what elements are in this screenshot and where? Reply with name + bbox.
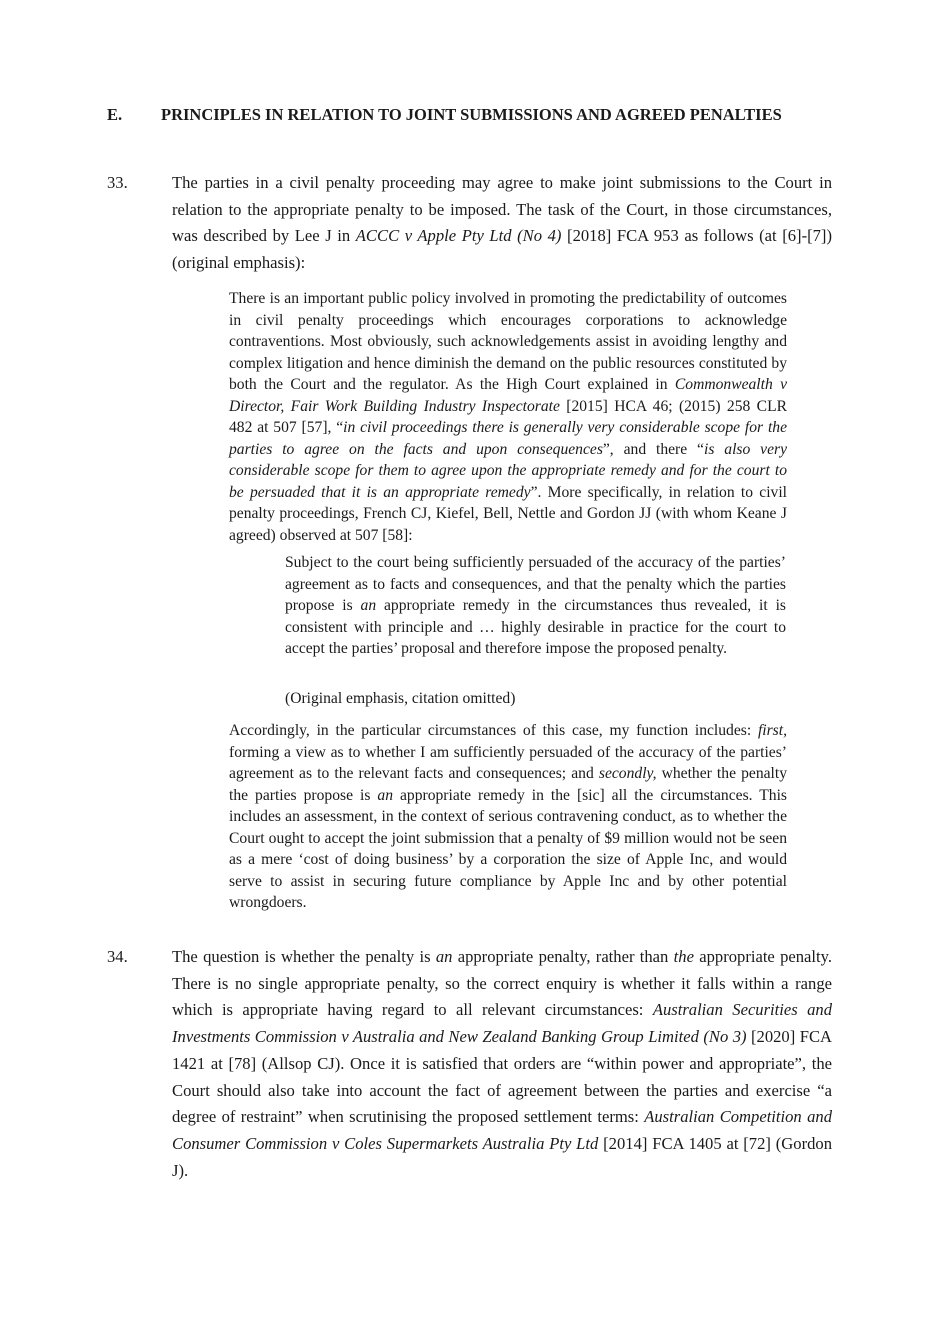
paragraph-text: The parties in a civil penalty proceeding may agree to make joint submissions to the Court in relation to the appropriate penalty to be imposed. The task of the Court, in those circumstances, was described by Lee J in ACCC v Apple Pty Ltd (No 4) [2018] FCA 953 as follows (at [6]-[7]) (original emphasis): (172, 173, 832, 273)
emphasis: an (360, 597, 377, 614)
citation-note: (Original emphasis, citation omitted) (285, 690, 516, 707)
block-quote-1: There is an important public policy involved in promoting the predictability of outcomes in civil penalty proceedings which encourages corporations to acknowledge contraventions. Most obviously, such acknowledgements assist in avoiding lengthy and complex litigation and hence diminish the demand on the public resources constituted by both the Court and the regulator. As the High Court explained in Commonwealth v Director, Fair Work Building Industry Inspectorate [2015] HCA 46; (2015) 258 CLR 482 at 507 [57], “in civil proceedings there is generally very considerable scope for the parties to agree on the facts and upon consequences”, and there “is also very considerable scope for them to agree upon the appropriate remedy and for the court to be persuaded that it is an appropriate remedy”. More specifically, in relation to civil penalty proceedings, French CJ, Kiefel, Bell, Nettle and Gordon JJ (with whom Keane J agreed) observed at 507 [58]: (229, 290, 788, 544)
paragraph-number: 33. (107, 173, 128, 192)
quoted-text: is also very considerable scope for them to agree upon the appropriate remedy and for the court to be persuaded that it is an appropriate remedy (229, 440, 787, 501)
emphasis: secondly, (598, 765, 657, 782)
case-citation: Commonwealth v Director, Fair Work Building Industry Inspectorate (229, 376, 788, 415)
paragraph-text: The question is whether the penalty is an appropriate penalty, rather than the appropriate penalty. There is no single appropriate penalty, so the correct enquiry is whether it falls within a range which is appropriate having regard to all relevant circumstances: Australian Securities and Investments Commission v Australia and New Zealand Banking Group Limited (No 3) [2020] FCA 1421 at [78] (Allsop CJ). Once it is satisfied that orders are “within power and appropriate”, the Court should also take into account the fact of agreement between the parties and exercise “a degree of restraint” when scrutinising the proposed settlement terms: Australian Competition and Consumer Commission v Coles Supermarkets Australia Pty Ltd [2014] FCA 1405 at [72] (Gordon J). (172, 947, 833, 1180)
quoted-text: in civil proceedings there is generally very considerable scope for the parties to agree on the facts and upon consequences (229, 419, 787, 458)
case-citation: Australian Securities and Investments Commission v Australia and New Zealand Banking Group Limited (No 3) (172, 1000, 832, 1047)
paragraph-number: 34. (107, 947, 128, 966)
emphasis: the (673, 947, 694, 966)
emphasis: an (435, 947, 453, 966)
case-citation: Australian Competition and Consumer Commission v Coles Supermarkets Australia Pty Ltd (172, 1107, 832, 1153)
block-quote-2: Subject to the court being sufficiently persuaded of the accuracy of the parties’ agreement as to facts and consequences, and that the penalty which the parties propose is an appropriate remedy in the circumstances thus revealed, it is consistent with principle and … highly desirable in practice for the court to accept the parties’ proposal and therefore impose the proposed penalty. (285, 554, 786, 657)
section-number: E. (107, 105, 123, 124)
case-citation: ACCC v Apple Pty Ltd (No 4) (355, 226, 562, 246)
emphasis: first, (757, 722, 787, 739)
section-title: PRINCIPLES IN RELATION TO JOINT SUBMISSIONS AND AGREED PENALTIES (161, 105, 782, 124)
emphasis: an (377, 786, 393, 804)
block-quote-3: Accordingly, in the particular circumstances of this case, my function includes: first, forming a view as to whether I am sufficiently persuaded of the accuracy of the parties’ agreement as to the relevant facts and consequences; and secondly, whether the penalty the parties propose is an appropriate remedy in the [sic] all the circumstances. This includes an assessment, in the context of serious contravening conduct, as to whether the Court ought to accept the joint submission that a penalty of $9 million would not be seen as a mere ‘cost of doing business’ by a corporation the size of Apple Inc, and would serve to assist in securing future compliance by Apple Inc and by other potential wrongdoers. (229, 722, 787, 911)
